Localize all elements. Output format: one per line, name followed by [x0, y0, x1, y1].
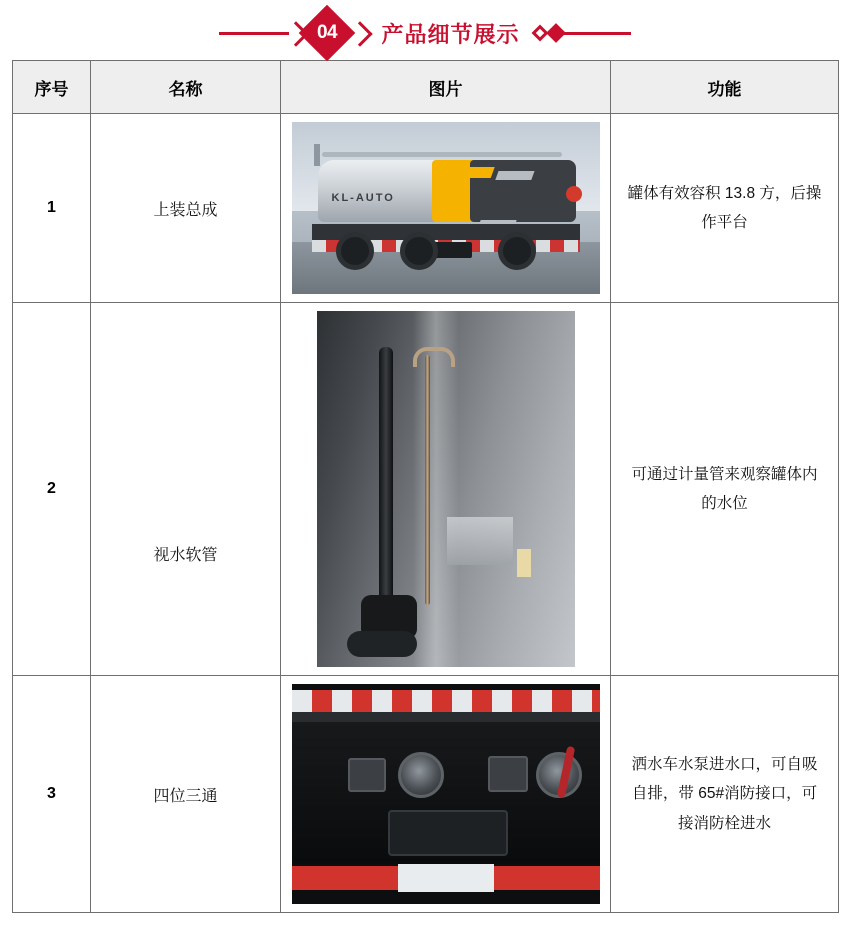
- diamond-decoration: [534, 26, 563, 40]
- row-name: 视水软管: [91, 303, 281, 676]
- section-banner: [0, 0, 850, 60]
- valve-handwheel: [398, 752, 444, 798]
- row-function: 罐体有效容积 13.8 方，后操作平台: [611, 114, 839, 303]
- chevron-right-icon-2: [351, 20, 367, 46]
- table-header-row: [13, 61, 839, 114]
- detail-table-wrapper: [0, 60, 850, 913]
- cab-pillar: [314, 144, 320, 166]
- truck-wheel: [400, 232, 438, 270]
- banner-rule-left: [219, 32, 289, 35]
- row-no: 3: [13, 676, 91, 913]
- row-image-cell: [281, 303, 611, 676]
- row-function: 可通过计量管来观察罐体内的水位: [611, 303, 839, 676]
- row-no: 1: [13, 114, 91, 303]
- hose-elbow-joint: [347, 631, 417, 657]
- truck-wheel: [498, 232, 536, 270]
- row-image-cell: [281, 114, 611, 303]
- four-way-three-port-valve-photo: [292, 684, 600, 904]
- column-header-no: 序号: [13, 61, 91, 114]
- section-number-label: 04: [317, 21, 338, 43]
- product-detail-table: [12, 60, 839, 913]
- truck-logo-icon: [566, 186, 582, 202]
- table-row: [13, 676, 839, 913]
- row-name: 上装总成: [91, 114, 281, 303]
- valve-center-housing: [388, 810, 508, 856]
- table-row: [13, 114, 839, 303]
- diamond-solid-icon: [546, 23, 566, 43]
- row-image-cell: [281, 676, 611, 913]
- valve-junction-box: [488, 756, 528, 792]
- row-name: 四位三通: [91, 676, 281, 913]
- tank-top-rail: [322, 152, 562, 157]
- water-level-hose-photo: [317, 311, 575, 667]
- banner-rule-right: [561, 32, 631, 35]
- measuring-tube-hook: [413, 347, 455, 367]
- truck-wheel: [336, 232, 374, 270]
- column-header-image: 图片: [281, 61, 611, 114]
- row-no: 2: [13, 303, 91, 676]
- row-function: 洒水车水泵进水口，可自吸自排，带 65#消防接口，可接消防栓进水: [611, 676, 839, 913]
- hose-label-tag: [517, 549, 531, 577]
- measuring-tube: [425, 355, 430, 605]
- column-header-function: 功能: [611, 61, 839, 114]
- page-title: 产品细节展示: [381, 21, 520, 47]
- rear-white-plate: [398, 864, 494, 892]
- photo-background-floor: [447, 517, 513, 565]
- column-header-name: 名称: [91, 61, 281, 114]
- truck-brand-text: KL-AUTO: [331, 192, 395, 204]
- tank-truck-photo: [292, 122, 600, 294]
- reflective-stripe-bar: [292, 690, 600, 712]
- black-hose: [379, 347, 393, 619]
- table-row: [13, 303, 839, 676]
- valve-rail: [292, 712, 600, 722]
- valve-junction-box: [348, 758, 386, 792]
